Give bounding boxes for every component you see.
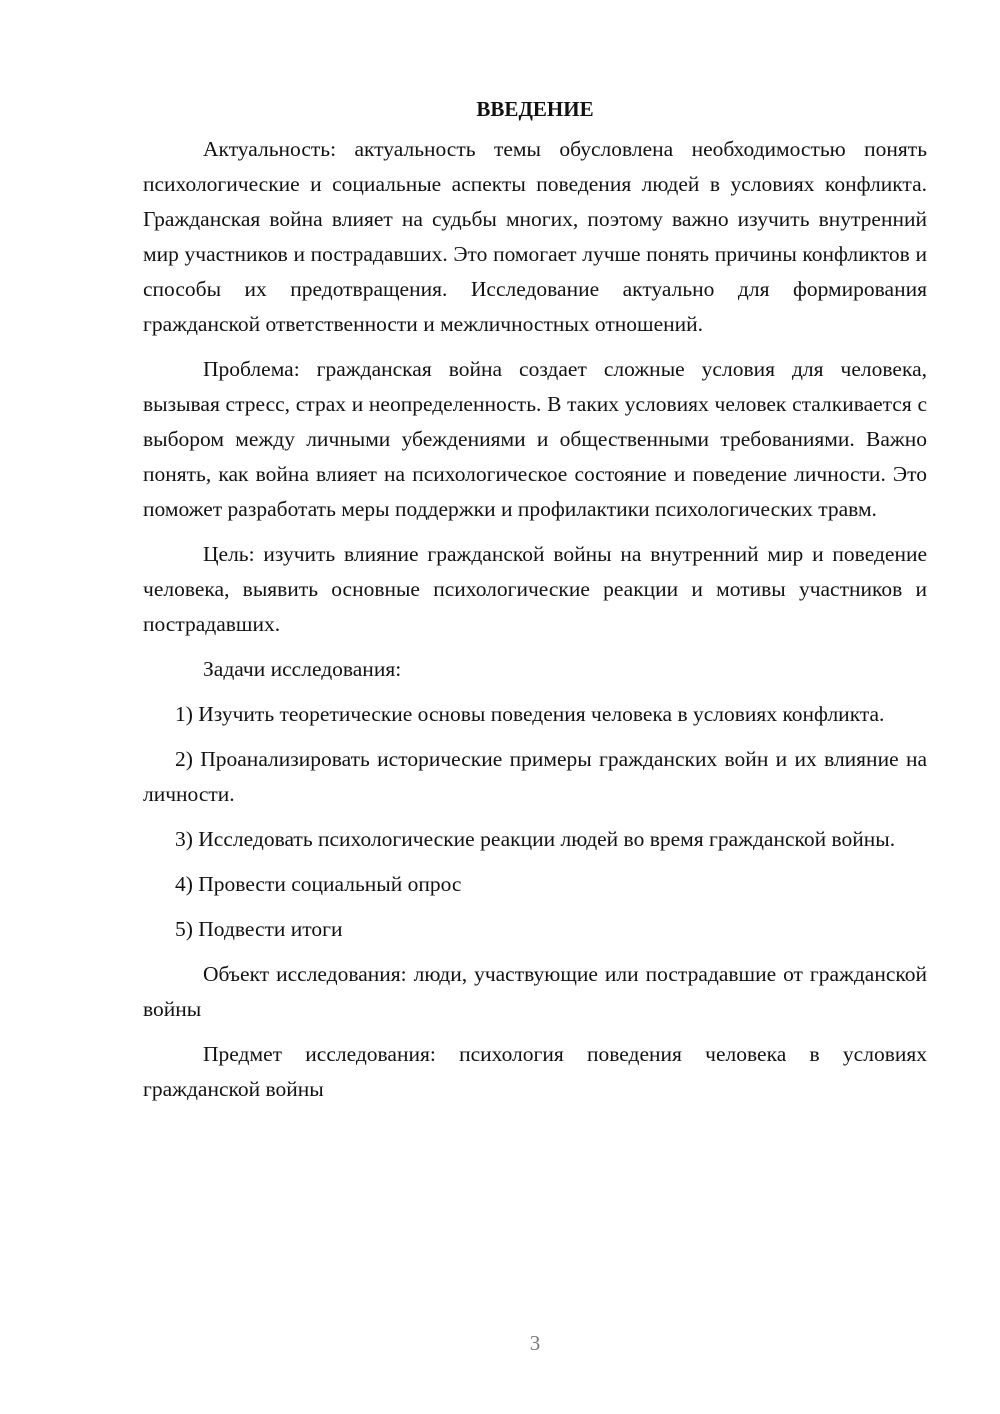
task-item-3: 3) Исследовать психологические реакции людей во время гражданской войны. xyxy=(175,827,896,851)
section-heading: ВВЕДЕНИЕ xyxy=(476,97,594,121)
task-item-4: 4) Провести социальный опрос xyxy=(175,872,462,896)
problem-paragraph: Проблема: гражданская война создает сложные условия для человека, вызывая стресс, страх и неопределенность. В таких условиях человек сталкивается с выбором между личными убеждениями и общественными требованиями. Важно понять, как война влияет на психологическое состояние и поведение личности. Это поможет разработать меры поддержки и профилактики психологических травм. xyxy=(143,357,927,521)
tasks-list xyxy=(143,697,927,947)
task-item-1: 1) Изучить теоретические основы поведения человека в условиях конфликта. xyxy=(175,702,885,726)
tasks-title: Задачи исследования: xyxy=(203,657,402,681)
page-number: 3 xyxy=(529,1331,541,1355)
goal-paragraph: Цель: изучить влияние гражданской войны на внутренний мир и поведение человека, выявить основные психологические реакции и мотивы участников и пострадавших. xyxy=(143,542,927,636)
subject-paragraph: Предмет исследования: психология поведения человека в условиях гражданской войны xyxy=(143,1042,927,1101)
object-paragraph: Объект исследования: люди, участвующие или пострадавшие от гражданской войны xyxy=(143,962,927,1021)
task-item-2: 2) Проанализировать исторические примеры гражданских войн и их влияние на личности. xyxy=(143,747,927,806)
relevance-paragraph: Актуальность: актуальность темы обусловлена необходимостью понять психологические и социальные аспекты поведения людей в условиях конфликта. Гражданская война влияет на судьбы многих, поэтому важно изучить внутренний мир участников и пострадавших. Это помогает лучше понять причины конфликтов и способы их предотвращения. Исследование актуально для формирования гражданской ответственности и межличностных отношений. xyxy=(143,137,927,336)
document-page xyxy=(143,92,927,1117)
task-item-5: 5) Подвести итоги xyxy=(175,917,343,941)
